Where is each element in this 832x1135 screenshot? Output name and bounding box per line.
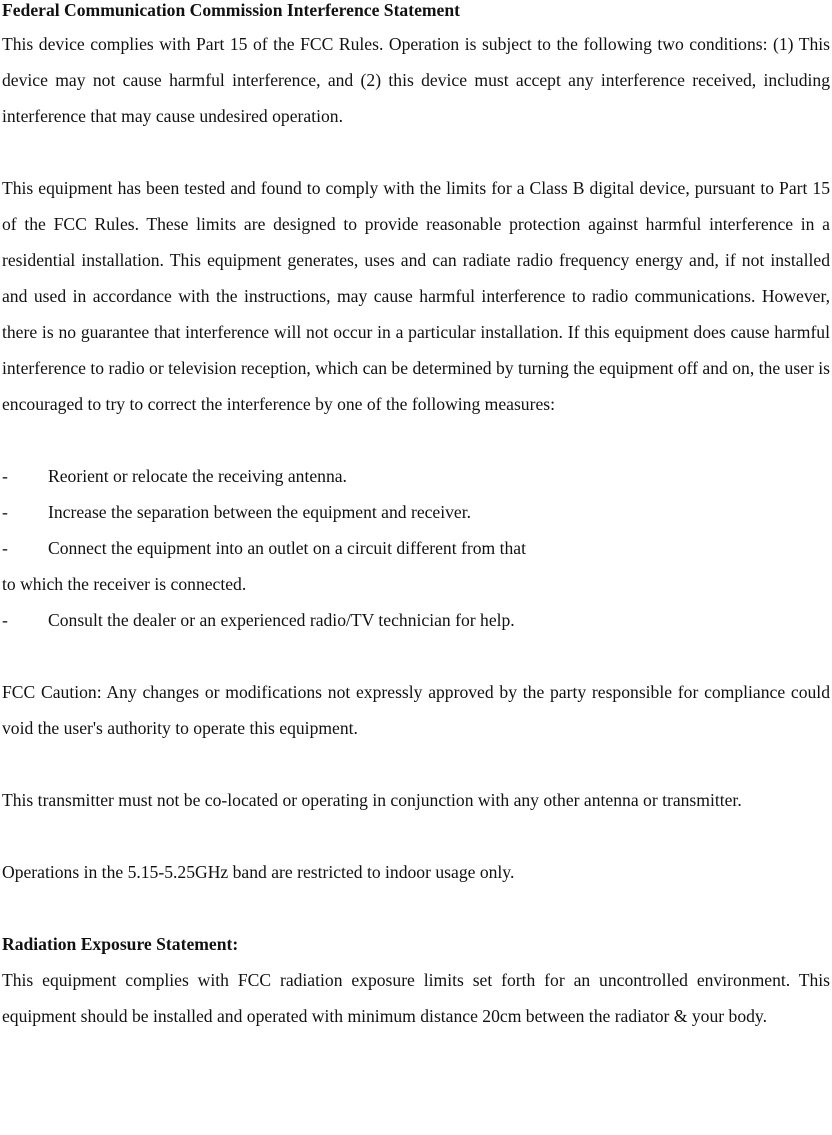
spacer bbox=[2, 746, 830, 782]
fcc-statement-heading: Federal Communication Commission Interference Statement bbox=[2, 0, 461, 20]
measure-text: Increase the separation between the equipment and receiver. bbox=[48, 502, 472, 522]
spacer bbox=[2, 638, 830, 674]
bullet-dash: - bbox=[2, 466, 8, 486]
spacer bbox=[2, 134, 830, 170]
measure-item bbox=[2, 458, 830, 494]
measure-text: Reorient or relocate the receiving antenna. bbox=[48, 466, 347, 486]
measure-item bbox=[2, 530, 830, 566]
bullet-dash: - bbox=[2, 502, 8, 522]
fcc-compliance-paragraph: This device complies with Part 15 of the FCC Rules. Operation is subject to the following two conditions: (1) This device may not cause harmful interference, and (2) this device must accept any interference received, including interference that may cause undesired operation. bbox=[2, 34, 830, 126]
measure-item bbox=[2, 494, 830, 530]
document-page bbox=[2, 0, 830, 1034]
measure-text: Connect the equipment into an outlet on a circuit different from that bbox=[48, 538, 526, 558]
fcc-caution-paragraph: FCC Caution: Any changes or modifications not expressly approved by the party responsible for compliance could void the user's authority to operate this equipment. bbox=[2, 682, 830, 738]
bullet-dash: - bbox=[2, 610, 8, 630]
measure-item bbox=[2, 602, 830, 638]
spacer bbox=[2, 422, 830, 458]
radiation-exposure-heading: Radiation Exposure Statement: bbox=[2, 934, 239, 954]
class-b-paragraph: This equipment has been tested and found to comply with the limits for a Class B digital device, pursuant to Part 15 of the FCC Rules. These limits are designed to provide reasonable protection against harmful interference in a residential installation. This equipment generates, uses and can radiate radio frequency energy and, if not installed and used in accordance with the instructions, may cause harmful interference to radio communications. However, there is no guarantee that interference will not occur in a particular installation. If this equipment does cause harmful interference to radio or television reception, which can be determined by turning the equipment off and on, the user is encouraged to try to correct the interference by one of the following measures: bbox=[2, 178, 830, 414]
bullet-dash: - bbox=[2, 538, 8, 558]
radiation-exposure-paragraph: This equipment complies with FCC radiation exposure limits set forth for an uncontrolled environment. This equipment should be installed and operated with minimum distance 20cm between the radiator & your body. bbox=[2, 970, 830, 1026]
colocation-paragraph: This transmitter must not be co-located or operating in conjunction with any other antenna or transmitter. bbox=[2, 790, 742, 810]
band-restriction-paragraph: Operations in the 5.15-5.25GHz band are restricted to indoor usage only. bbox=[2, 862, 515, 882]
spacer bbox=[2, 890, 830, 926]
measure-continuation: to which the receiver is connected. bbox=[2, 574, 247, 594]
measure-text: Consult the dealer or an experienced radio/TV technician for help. bbox=[48, 610, 515, 630]
spacer bbox=[2, 818, 830, 854]
